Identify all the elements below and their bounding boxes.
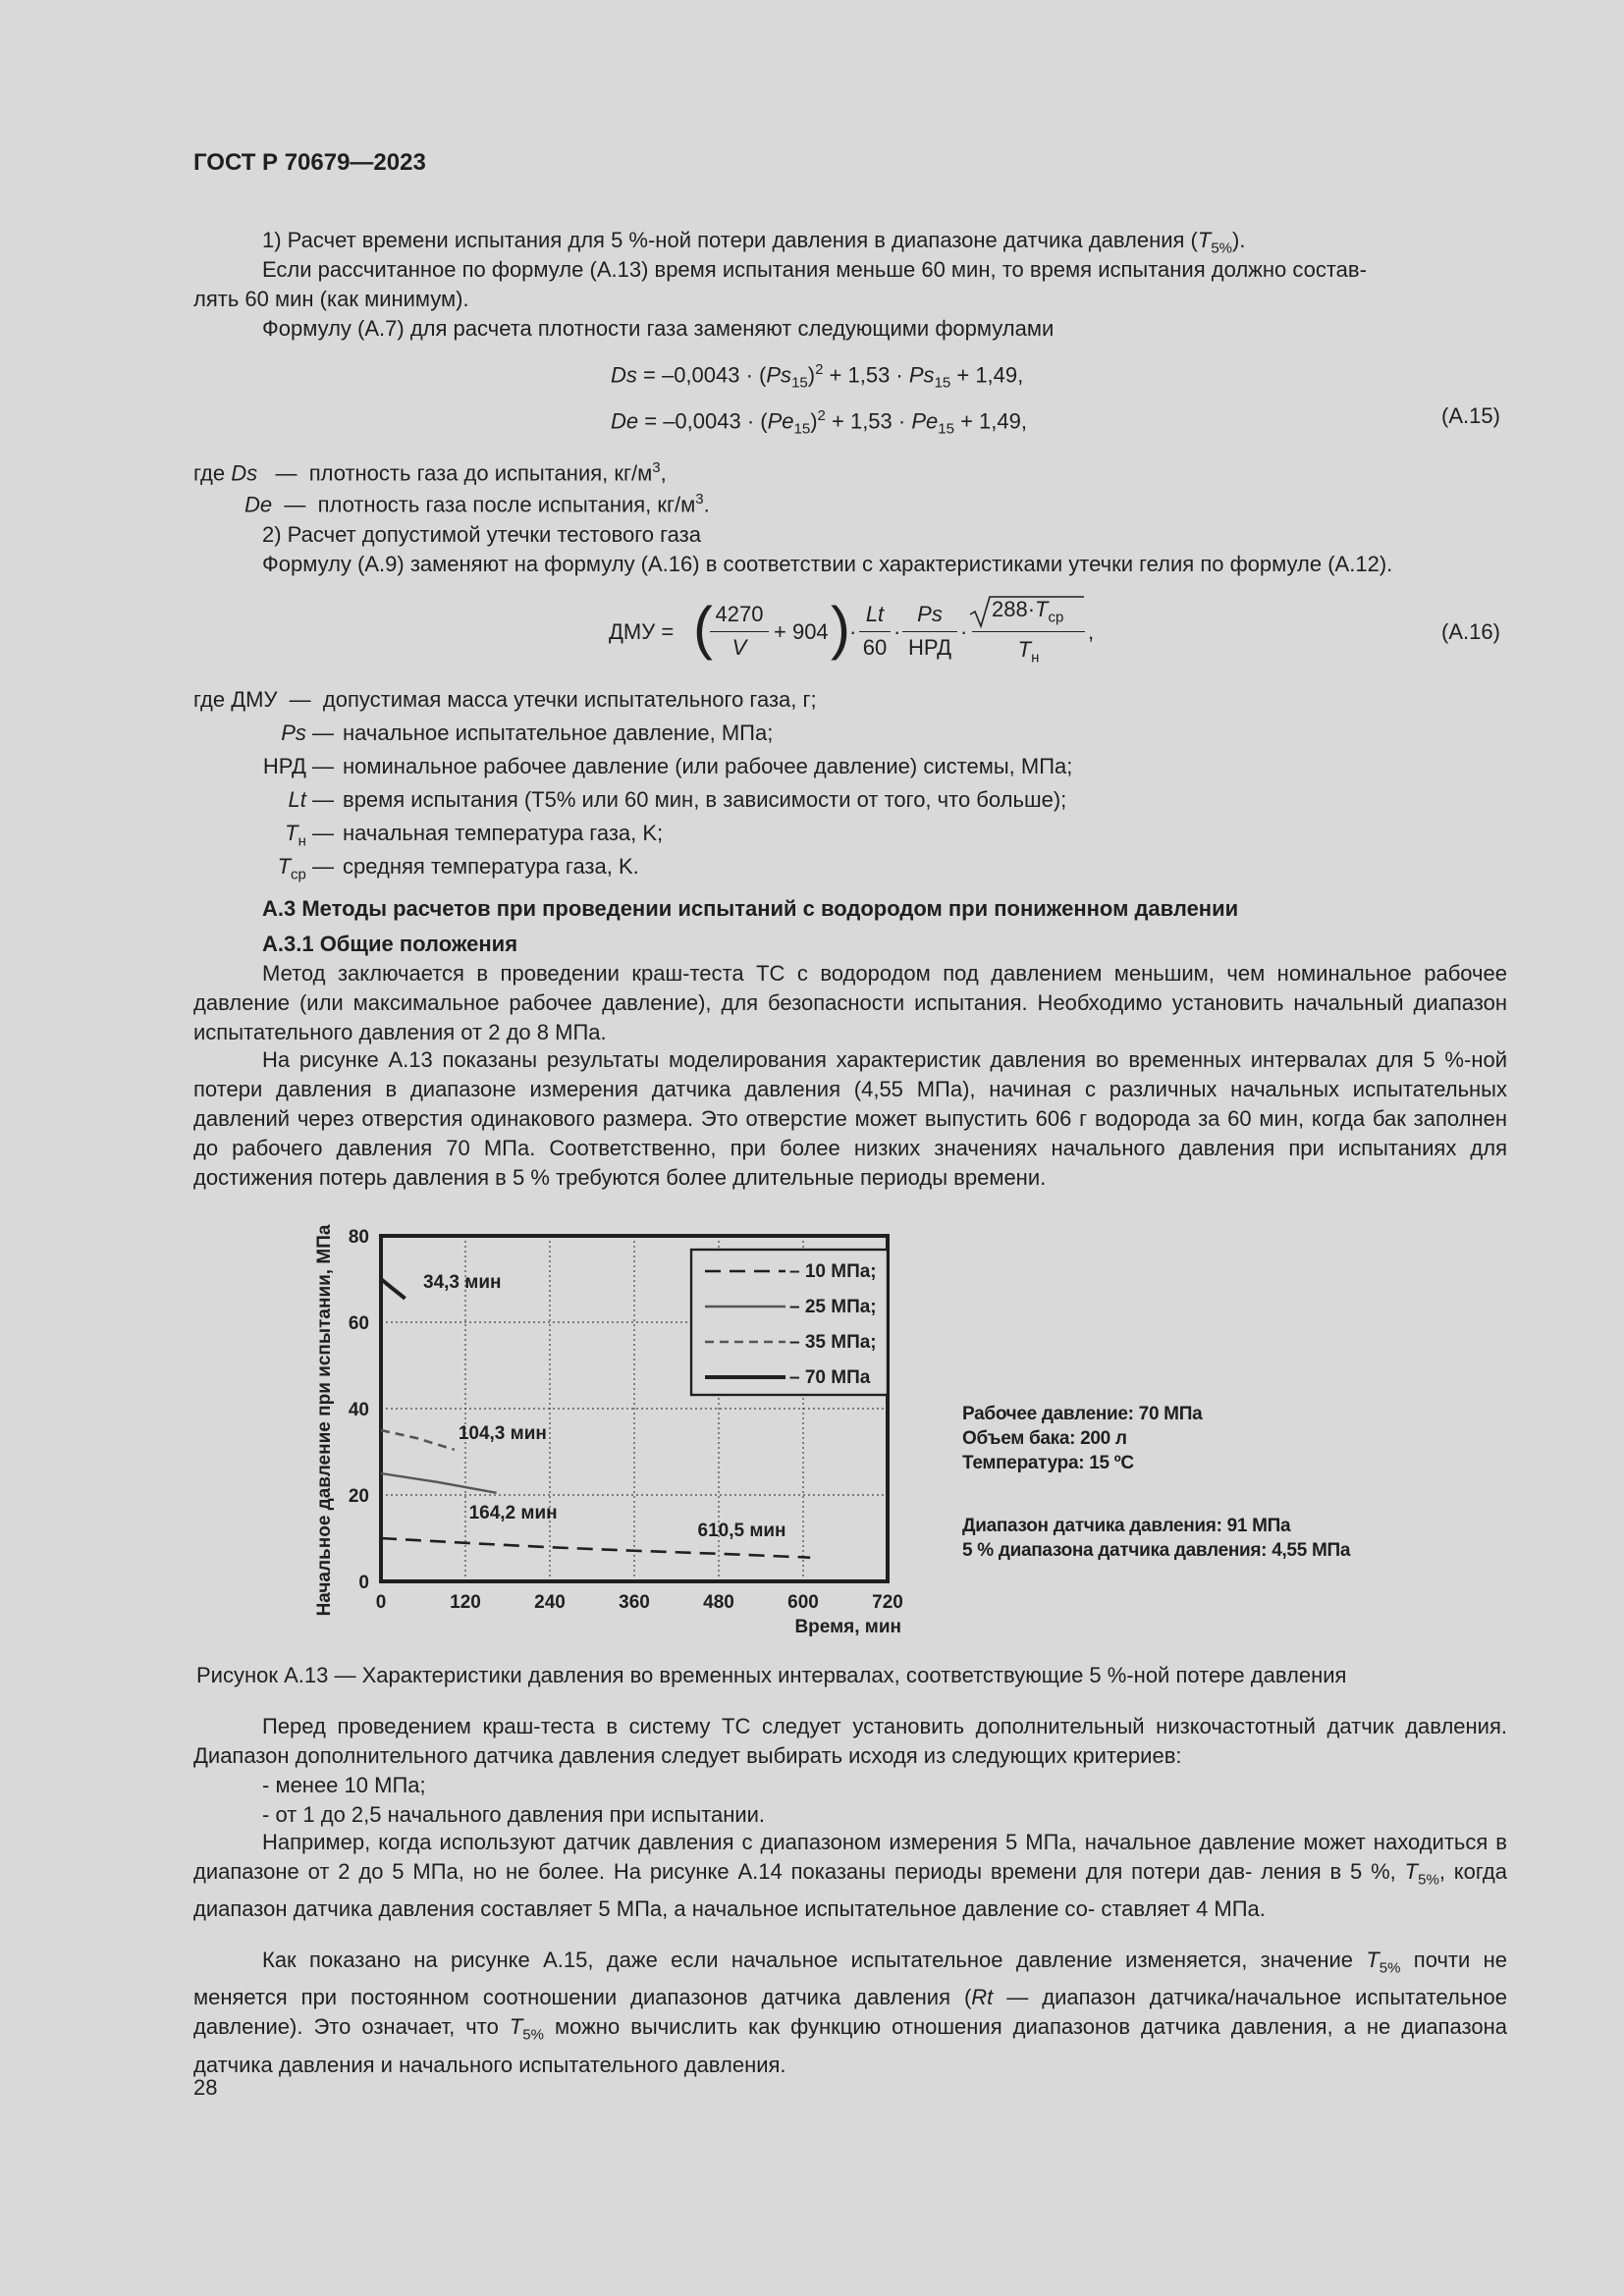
calc-time-end: ). (1232, 228, 1246, 252)
def-dash: — (312, 754, 334, 778)
eq-comma: , (1088, 619, 1095, 644)
eq-de-lhs: De (611, 408, 639, 434)
def-dash: — (312, 854, 334, 879)
eq-frac3-den: НРД (908, 635, 951, 660)
y-tick-label: 40 (348, 1400, 369, 1420)
definition-lt-text: время испытания (T5% или 60 мин, в зависимости от того, что больше); (343, 787, 1067, 812)
def-symbol: T (285, 821, 298, 845)
x-axis-label: Время, мин (794, 1617, 901, 1637)
def-sup: 3 (695, 491, 704, 507)
def-lead: где (193, 687, 232, 712)
figure-caption: Рисунок А.13 — Характеристики давления во временных интервалах, соответствующие 5 %-ной потере давления (196, 1663, 1347, 1687)
def-symbol: Ds (231, 460, 258, 486)
definition-lt-symbol (193, 785, 334, 815)
definition-tcp-symbol (193, 852, 334, 889)
def-symbol: Lt (288, 787, 306, 812)
def-symbol-sub: н (298, 832, 306, 850)
eq-dot-1: · (849, 619, 857, 644)
equation-number-a16: (А.16) (1441, 619, 1500, 644)
def-dash: — (312, 821, 334, 845)
eq-left-paren: ( (693, 595, 713, 661)
p2-t5-sub: 5% (1418, 1871, 1439, 1889)
p3-rt-symbol: Rt (971, 1985, 994, 2010)
eq-ds-var2: Ps (908, 362, 935, 388)
eq-de-var2: Pe (911, 408, 939, 434)
y-tick-label: 60 (348, 1313, 369, 1334)
chart-plot-area (314, 1224, 903, 1637)
y-tick-label: 0 (358, 1573, 369, 1593)
eq-frac3-bar (902, 631, 957, 632)
note-temperature: Температура: 15 ºC (962, 1453, 1134, 1473)
criteria-item-1: - менее 10 МПа; (262, 1773, 426, 1797)
eq-frac2-num: Lt (865, 602, 885, 626)
eq-frac1-bar (710, 631, 769, 632)
eq-ds-var1: Ps (766, 362, 792, 388)
x-tick-label: 720 (872, 1592, 903, 1613)
note-working-pressure: Рабочее давление: 70 МПа (962, 1404, 1203, 1424)
eq-frac4-den-var: T (1017, 637, 1032, 662)
equation-ds (611, 355, 1023, 399)
figure-a13-chart (295, 1212, 1424, 1644)
eq-ds-tail1: + 1,53 · (823, 362, 909, 388)
def-text: допустимая масса утечки испытательного газа, г; (322, 687, 817, 712)
definition-ps-text: начальное испытательное давление, МПа; (343, 721, 774, 745)
x-tick-label: 120 (450, 1592, 481, 1613)
eq-ds-sub2: 15 (934, 374, 951, 392)
def-symbol: Ps (281, 721, 306, 745)
y-axis-label: Начальное давление при испытании, МПа (314, 1224, 335, 1617)
eq-ds-lhs: Ds (611, 362, 637, 388)
eq-de-var1: Pe (767, 408, 794, 434)
eq-de-paren: ) (810, 408, 818, 434)
eq-root-coef: 288· (992, 597, 1036, 621)
def-end: . (703, 492, 710, 517)
eq-de-coef: = –0,0043 · ( (638, 408, 768, 434)
eq-de-tail2: + 1,49, (953, 408, 1027, 434)
chart-parameters (962, 1402, 1202, 1475)
criteria-item-2: - от 1 до 2,5 начального давления при испытании. (262, 1802, 766, 1827)
section-a31-paragraph-1: Метод заключается в проведении краш-теста ТС с водородом под давлением меньшим, чем номинальное рабочее давление (или максимальное рабочее давление), для безопасности испытания. Необходимо установить начальный диапазон испытательного давления от 2 до 8 МПа. (193, 961, 1507, 1044)
def-text: плотность газа после испытания, кг/м (317, 492, 696, 517)
eq-ds-paren: ) (807, 362, 816, 388)
def-lead: где (193, 460, 232, 486)
definition-tn-text: начальная температура газа, K; (343, 821, 664, 845)
legend-label: – 35 МПа; (789, 1332, 877, 1353)
duration-annotation: 104,3 мин (458, 1422, 547, 1444)
def-dash: — (312, 787, 334, 812)
series-line (381, 1538, 810, 1558)
equation-number-a15: (А.15) (1441, 403, 1500, 428)
p3-text-d: можно вычислить как функцию отношения диапазонов датчика давления, а не диапазона датчика давления и начального испытательного давления. (193, 2014, 1507, 2077)
x-tick-label: 360 (619, 1592, 650, 1613)
eq-frac4-den (972, 635, 1085, 672)
p3-text-b: почти не меняется при постоянном соотношении диапазонов датчика давления ( (193, 1948, 1507, 2010)
eq-frac2-den: 60 (862, 635, 888, 660)
def-symbol: T (277, 854, 292, 879)
p3-t5-symbol: T (1366, 1948, 1380, 1972)
chart-sensor-notes (962, 1514, 1350, 1563)
legend-label: – 25 МПа; (789, 1297, 877, 1317)
eq-de-sub1: 15 (793, 420, 811, 438)
formula-intro: Формулу (А.7) для расчета плотности газа заменяют следующими формулами (262, 316, 1055, 341)
t5-symbol: T (1197, 228, 1212, 252)
eq-right-paren: ) (831, 595, 850, 661)
section-a31-paragraph-2: На рисунке А.13 показаны результаты моделирования характеристик давления во временных интервалах для 5 %-ной потери давления в диапазоне измерения датчика давления (4,55 МПа), начиная с различных начальных испытательных давлений через отверстия одинакового размера. Это отверстие может выпустить 606 г водорода за 60 мин, когда бак заполнен до рабочего давления 70 МПа. Соответственно, при более низких значениях начального давления при испытаниях для достижения потерь давления в 5 % требуются более длительные периоды времени. (193, 1047, 1507, 1190)
eq-plus-904: + 904 (774, 619, 829, 644)
p3-text-a: Как показано на рисунке А.15, даже если начальное испытательное давление изменяется, значение (262, 1948, 1367, 1972)
series-line (381, 1473, 497, 1493)
def-symbol: ДМУ (231, 687, 278, 712)
duration-annotation: 34,3 мин (423, 1271, 502, 1293)
eq-ds-sub1: 15 (791, 374, 808, 392)
definition-de (244, 485, 710, 519)
section-a31-title: А.3.1 Общие положения (262, 932, 518, 956)
document-id: ГОСТ Р 70679—2023 (193, 149, 426, 176)
x-tick-label: 0 (375, 1592, 387, 1613)
eq-de-sub2: 15 (938, 420, 954, 438)
def-dash: — (289, 687, 311, 712)
definition-dmu (193, 685, 817, 715)
eq-frac4-den-sub: н (1031, 649, 1040, 667)
eq-ds-coef: = –0,0043 · ( (636, 362, 767, 388)
calc-time-note-line1: Если рассчитанное по формуле (А.13) время испытания меньше 60 мин, то время испытания должно состав- (262, 257, 1367, 282)
def-end: , (660, 460, 667, 486)
definition-ds (193, 454, 667, 488)
definition-ps-symbol (193, 719, 334, 748)
definition-nrd-symbol (193, 752, 334, 781)
def-symbol: De (244, 492, 273, 517)
def-sup: 3 (652, 459, 661, 476)
equation-dmu (609, 589, 1119, 677)
after-paragraph-2 (193, 1828, 1507, 1924)
definition-nrd-text: номинальное рабочее давление (или рабочее давление) системы, МПа; (343, 754, 1073, 778)
def-dash: — (275, 460, 298, 486)
eq-frac4-bar (972, 631, 1085, 632)
note-tank-volume: Объем бака: 200 л (962, 1428, 1127, 1449)
note-sensor-5pct: 5 % диапазона датчика давления: 4,55 МПа (962, 1540, 1351, 1561)
x-tick-label: 240 (534, 1592, 566, 1613)
p3-text-c: — диапазон датчика/начальное испытательное давление). Это означает, что (193, 1985, 1507, 2040)
p3-t5-sub: 5% (1379, 1959, 1401, 1977)
after-paragraph-1: Перед проведением краш-теста в систему ТС следует установить дополнительный низкочастотный датчик давления. Диапазон дополнительного датчика давления следует выбирать исходя из следующих критериев: (193, 1714, 1507, 1768)
equation-de (611, 401, 1027, 445)
def-symbol-sub: ср (291, 866, 306, 883)
series-line (381, 1279, 406, 1299)
calc-time-text: 1) Расчет времени испытания для 5 %-ной потери давления в диапазоне датчика давления ( (262, 228, 1198, 252)
leak-calc-heading: 2) Расчет допустимой утечки тестового газа (262, 522, 701, 547)
definition-tcp-text: средняя температура газа, K. (343, 854, 639, 879)
def-text: плотность газа до испытания, кг/м (308, 460, 653, 486)
y-tick-label: 20 (348, 1486, 369, 1507)
def-dash: — (312, 721, 334, 745)
eq-frac1-num: 4270 (715, 602, 764, 626)
x-tick-label: 480 (703, 1592, 734, 1613)
eq-dot-3: · (960, 619, 968, 644)
series-line (381, 1430, 455, 1450)
y-tick-label: 80 (348, 1227, 369, 1248)
eq-root-sub: ср (1048, 609, 1064, 626)
legend-label: – 10 МПа; (789, 1261, 877, 1282)
duration-annotation: 164,2 мин (468, 1503, 558, 1524)
eq-de-power: 2 (817, 407, 826, 424)
eq-dmu-lhs: ДМУ = (609, 619, 675, 644)
duration-annotation: 610,5 мин (697, 1520, 786, 1541)
t5-subscript: 5% (1211, 240, 1233, 257)
eq-ds-tail2: + 1,49, (950, 362, 1024, 388)
eq-root-content (992, 595, 1063, 632)
legend-label: – 70 МПа (789, 1367, 871, 1388)
leak-calc-intro: Формулу (А.9) заменяют на формулу (А.16) в соответствии с характеристиками утечки гелия по формуле (А.12). (262, 552, 1393, 576)
def-symbol: НРД (262, 754, 306, 778)
x-tick-label: 600 (787, 1592, 819, 1613)
section-a3-title: А.3 Методы расчетов при проведении испытаний с водородом при пониженном давлении (262, 896, 1239, 921)
p3-t5-sub-2: 5% (522, 2026, 544, 2044)
page-number: 28 (193, 2075, 218, 2100)
eq-frac3-num: Ps (917, 602, 943, 626)
p2-text-a: Например, когда используют датчик давления с диапазоном измерения 5 МПа, начальное давление может находиться в диапазоне от 2 до 5 МПа, но не более. На рисунке А.14 показаны периоды времени для потери дав- ления в 5 %, (193, 1830, 1507, 1884)
eq-frac2-bar (859, 631, 891, 632)
eq-ds-power: 2 (815, 361, 824, 378)
p3-t5-symbol-2: T (509, 2014, 523, 2040)
p2-t5-symbol: T (1404, 1859, 1419, 1884)
eq-dot-2: · (893, 619, 901, 644)
eq-de-tail1: + 1,53 · (825, 408, 912, 434)
eq-frac1-den: V (731, 635, 747, 660)
def-dash: — (284, 492, 306, 517)
calc-time-note-line2: лять 60 мин (как минимум). (193, 287, 469, 311)
definition-tn-symbol (193, 819, 334, 856)
after-paragraph-3 (193, 1946, 1507, 2080)
note-sensor-range: Диапазон датчика давления: 91 МПа (962, 1516, 1291, 1536)
p2-text-b: , когда диапазон датчика давления составляет 5 МПа, а начальное испытательное давление со- ставляет 4 МПа. (193, 1859, 1507, 1922)
eq-root-var: T (1035, 597, 1049, 621)
